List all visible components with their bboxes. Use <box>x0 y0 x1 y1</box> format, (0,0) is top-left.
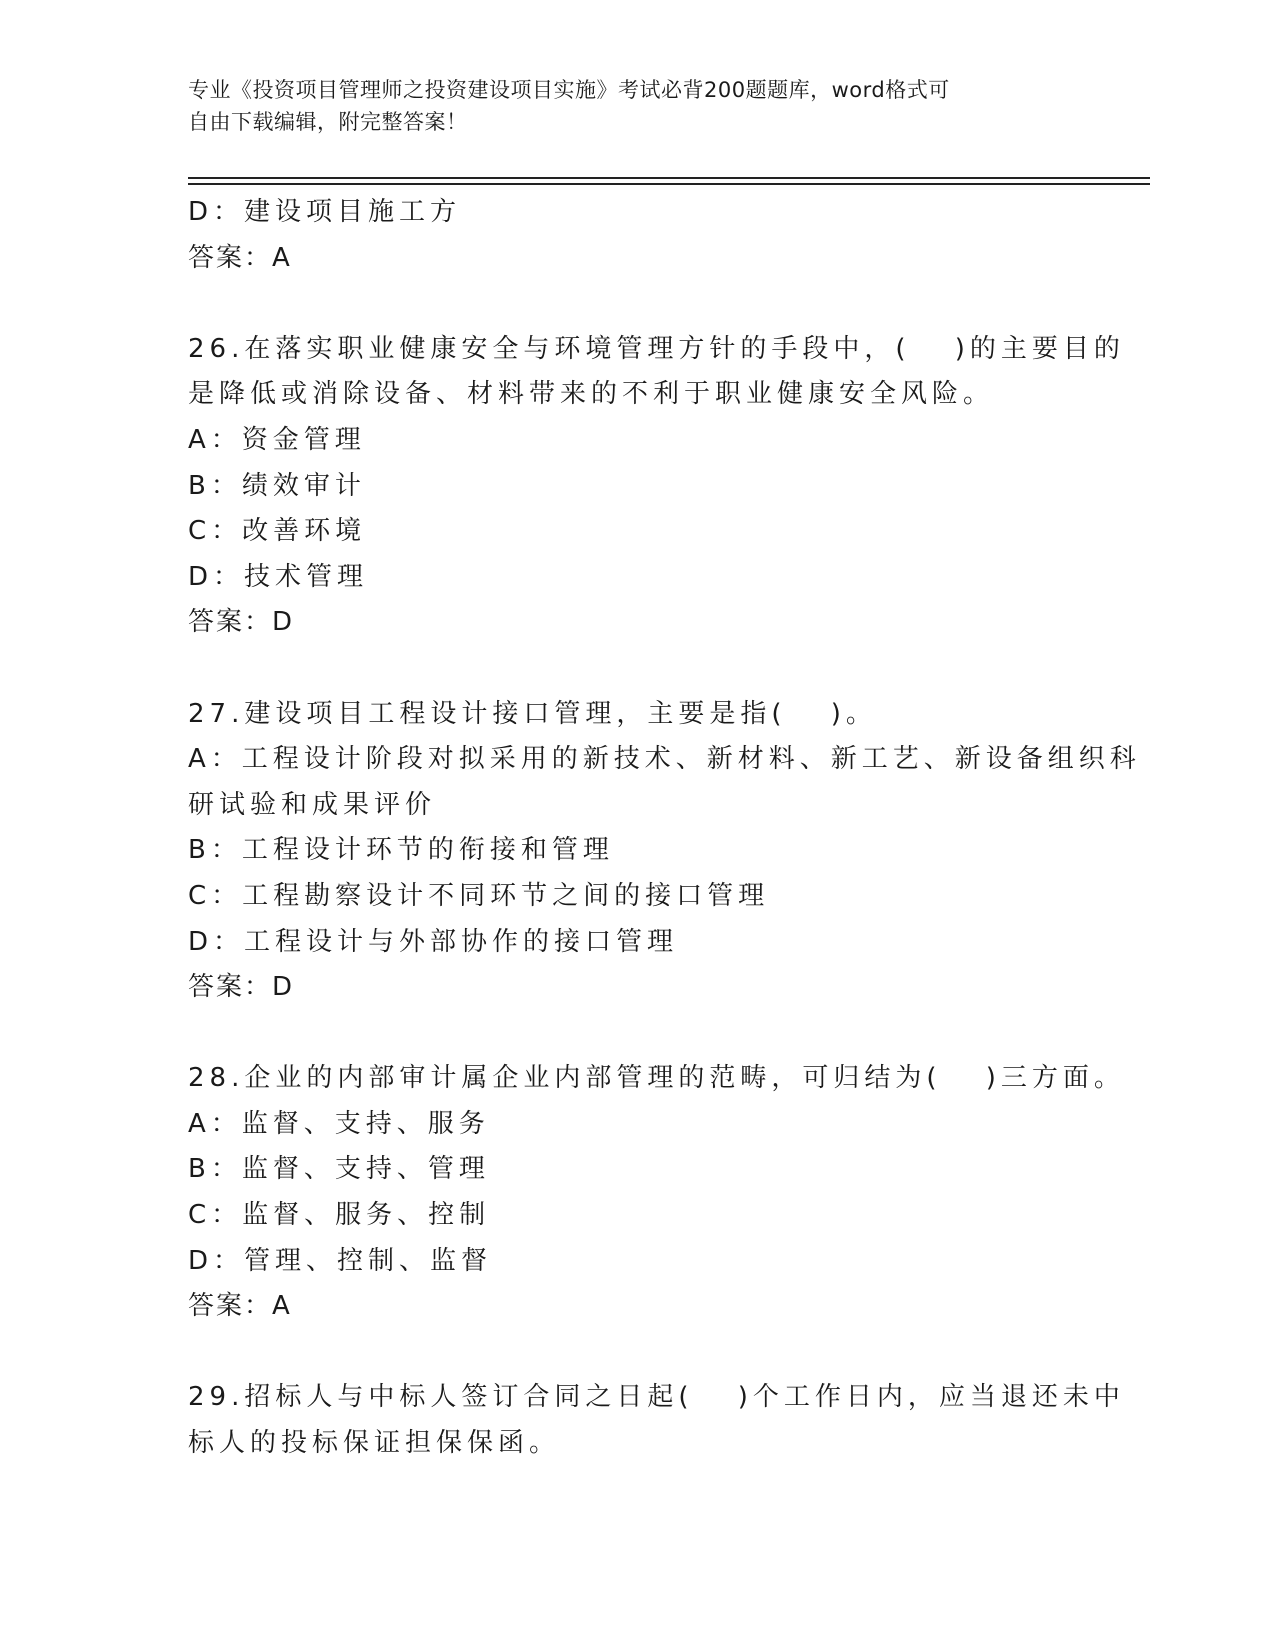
option-a: A：工程设计阶段对拟采用的新技术、新材料、新工艺、新设备组织科 <box>188 744 1141 775</box>
question-stem: 26.在落实职业健康安全与环境管理方针的手段中，( )的主要目的 <box>188 333 1125 364</box>
question-content <box>188 190 1141 1467</box>
header-divider-bottom <box>188 183 1150 185</box>
question-stem-continued: 标人的投标保证担保保函。 <box>188 1428 561 1459</box>
question-stem: 27.建设项目工程设计接口管理，主要是指( )。 <box>188 698 877 729</box>
answer-line: 答案：D <box>188 607 295 638</box>
question-block-26 <box>188 327 1125 646</box>
header-line-2: 自由下载编辑，附完整答案！ <box>188 110 468 134</box>
option-d: D：工程设计与外部协作的接口管理 <box>188 926 679 957</box>
document-header <box>188 74 1068 138</box>
option-d: D：管理、控制、监督 <box>188 1245 493 1276</box>
option-b: B：绩效审计 <box>188 470 366 501</box>
option-a-continued: 研试验和成果评价 <box>188 789 437 820</box>
spacer <box>188 1330 1088 1376</box>
option-a: A：监督、支持、服务 <box>188 1108 490 1139</box>
option-a: A：资金管理 <box>188 424 366 455</box>
header-divider-top <box>188 177 1150 179</box>
option-d: D：建设项目施工方 <box>188 197 462 227</box>
option-b: B：工程设计环节的衔接和管理 <box>188 835 614 866</box>
spacer <box>188 646 1088 692</box>
question-stem-continued: 是降低或消除设备、材料带来的不利于职业健康安全风险。 <box>188 379 995 410</box>
question-stem: 29.招标人与中标人签订合同之日起( )个工作日内，应当退还未中 <box>188 1382 1125 1413</box>
question-block-prev <box>188 190 1088 281</box>
answer-line: 答案：A <box>188 1291 292 1322</box>
option-b: B：监督、支持、管理 <box>188 1154 490 1185</box>
question-stem: 28.企业的内部审计属企业内部管理的范畴，可归结为( )三方面。 <box>188 1063 1125 1094</box>
option-c: C：监督、服务、控制 <box>188 1200 491 1231</box>
answer-line: 答案：A <box>188 242 292 273</box>
option-d: D：技术管理 <box>188 561 369 592</box>
option-c: C：工程勘察设计不同环节之间的接口管理 <box>188 880 770 911</box>
question-block-27 <box>188 692 1141 1011</box>
answer-line: 答案：D <box>188 972 295 1003</box>
spacer <box>188 281 1088 327</box>
question-block-29 <box>188 1375 1125 1466</box>
option-c: C：改善环境 <box>188 516 367 547</box>
header-line-1: 专业《投资项目管理师之投资建设项目实施》考试必背200题题库，word格式可 <box>188 78 950 102</box>
spacer <box>188 1011 1088 1057</box>
question-block-28 <box>188 1056 1125 1330</box>
